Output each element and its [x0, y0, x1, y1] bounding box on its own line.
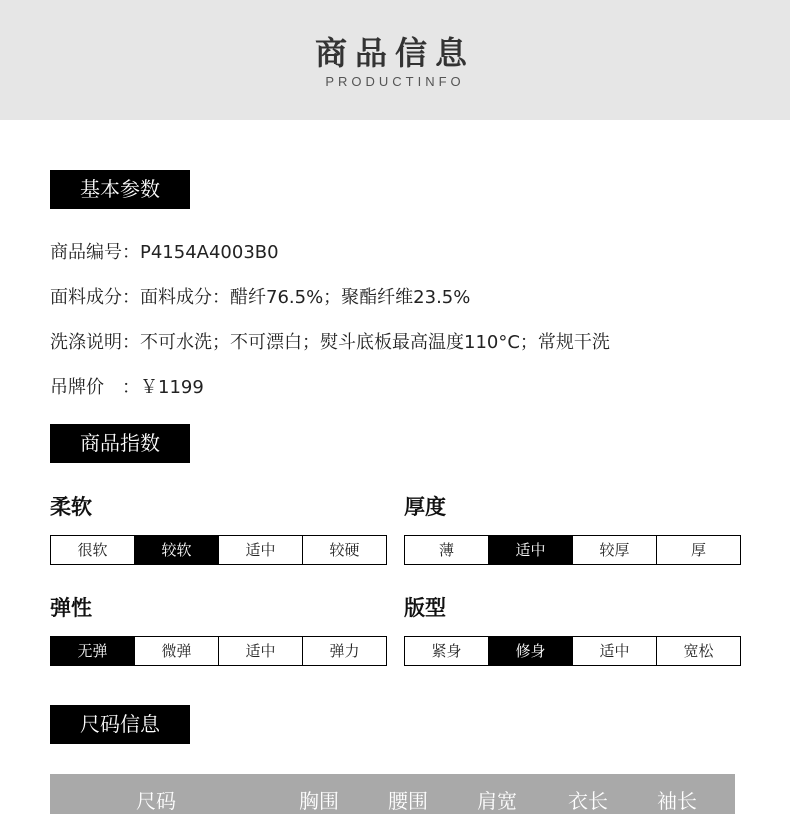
- param-value: P4154A4003B0: [140, 242, 279, 263]
- param-row-fabric: [50, 283, 470, 309]
- param-row-product-code: [50, 238, 279, 264]
- param-label: 洗涤说明：: [50, 332, 140, 353]
- page-header: [0, 0, 790, 120]
- scale-option: 厚: [690, 541, 706, 559]
- scale-option: 适中: [219, 637, 303, 665]
- scale-option: 较硬: [329, 541, 360, 559]
- scale-option: 适中: [489, 536, 573, 564]
- scale-option: 较软: [135, 536, 219, 564]
- scale-option: 适中: [573, 637, 657, 665]
- scale-fit: [404, 636, 741, 666]
- section-size-info: 尺码信息: [50, 705, 190, 744]
- scale-option: 适中: [219, 536, 303, 564]
- param-label: 吊牌价 ：: [50, 377, 140, 398]
- size-table-header: [50, 774, 735, 814]
- param-label: 面料成分：: [50, 287, 140, 308]
- scale-elasticity: [50, 636, 387, 666]
- scale-option: 宽松: [683, 642, 714, 660]
- section-product-index: 商品指数: [50, 424, 190, 463]
- index-title-elasticity: 弹性: [50, 596, 92, 620]
- page-title: 商品信息: [314, 34, 475, 72]
- size-col-header: 衣长: [568, 789, 608, 813]
- param-row-price: [50, 373, 204, 399]
- param-value: 不可水洗；不可漂白；熨斗底板最高温度110°C；常规干洗: [140, 332, 610, 353]
- scale-option: 很软: [51, 536, 135, 564]
- index-title-fit: 版型: [404, 596, 446, 620]
- scale-option: 紧身: [405, 637, 489, 665]
- scale-option: 无弹: [51, 637, 135, 665]
- index-title-thickness: 厚度: [404, 495, 446, 519]
- scale-option: 薄: [405, 536, 489, 564]
- scale-option: 较厚: [573, 536, 657, 564]
- section-basic-params: 基本参数: [50, 170, 190, 209]
- index-title-softness: 柔软: [50, 495, 92, 519]
- size-col-header: 袖长: [657, 789, 697, 813]
- param-value: ￥1199: [140, 377, 204, 398]
- param-row-wash: [50, 328, 610, 354]
- size-col-header: 腰围: [388, 789, 428, 813]
- scale-option: 修身: [489, 637, 573, 665]
- scale-softness: [50, 535, 387, 565]
- param-value: 面料成分：醋纤76.5%；聚酯纤维23.5%: [140, 287, 471, 308]
- param-label: 商品编号：: [50, 242, 140, 263]
- size-col-header: 胸围: [299, 789, 339, 813]
- size-col-header: 肩宽: [477, 789, 517, 813]
- scale-option: 弹力: [329, 642, 360, 660]
- page-subtitle: PRODUCTINFO: [325, 74, 465, 89]
- size-col-header: 尺码: [136, 789, 176, 813]
- scale-thickness: [404, 535, 741, 565]
- scale-option: 微弹: [135, 637, 219, 665]
